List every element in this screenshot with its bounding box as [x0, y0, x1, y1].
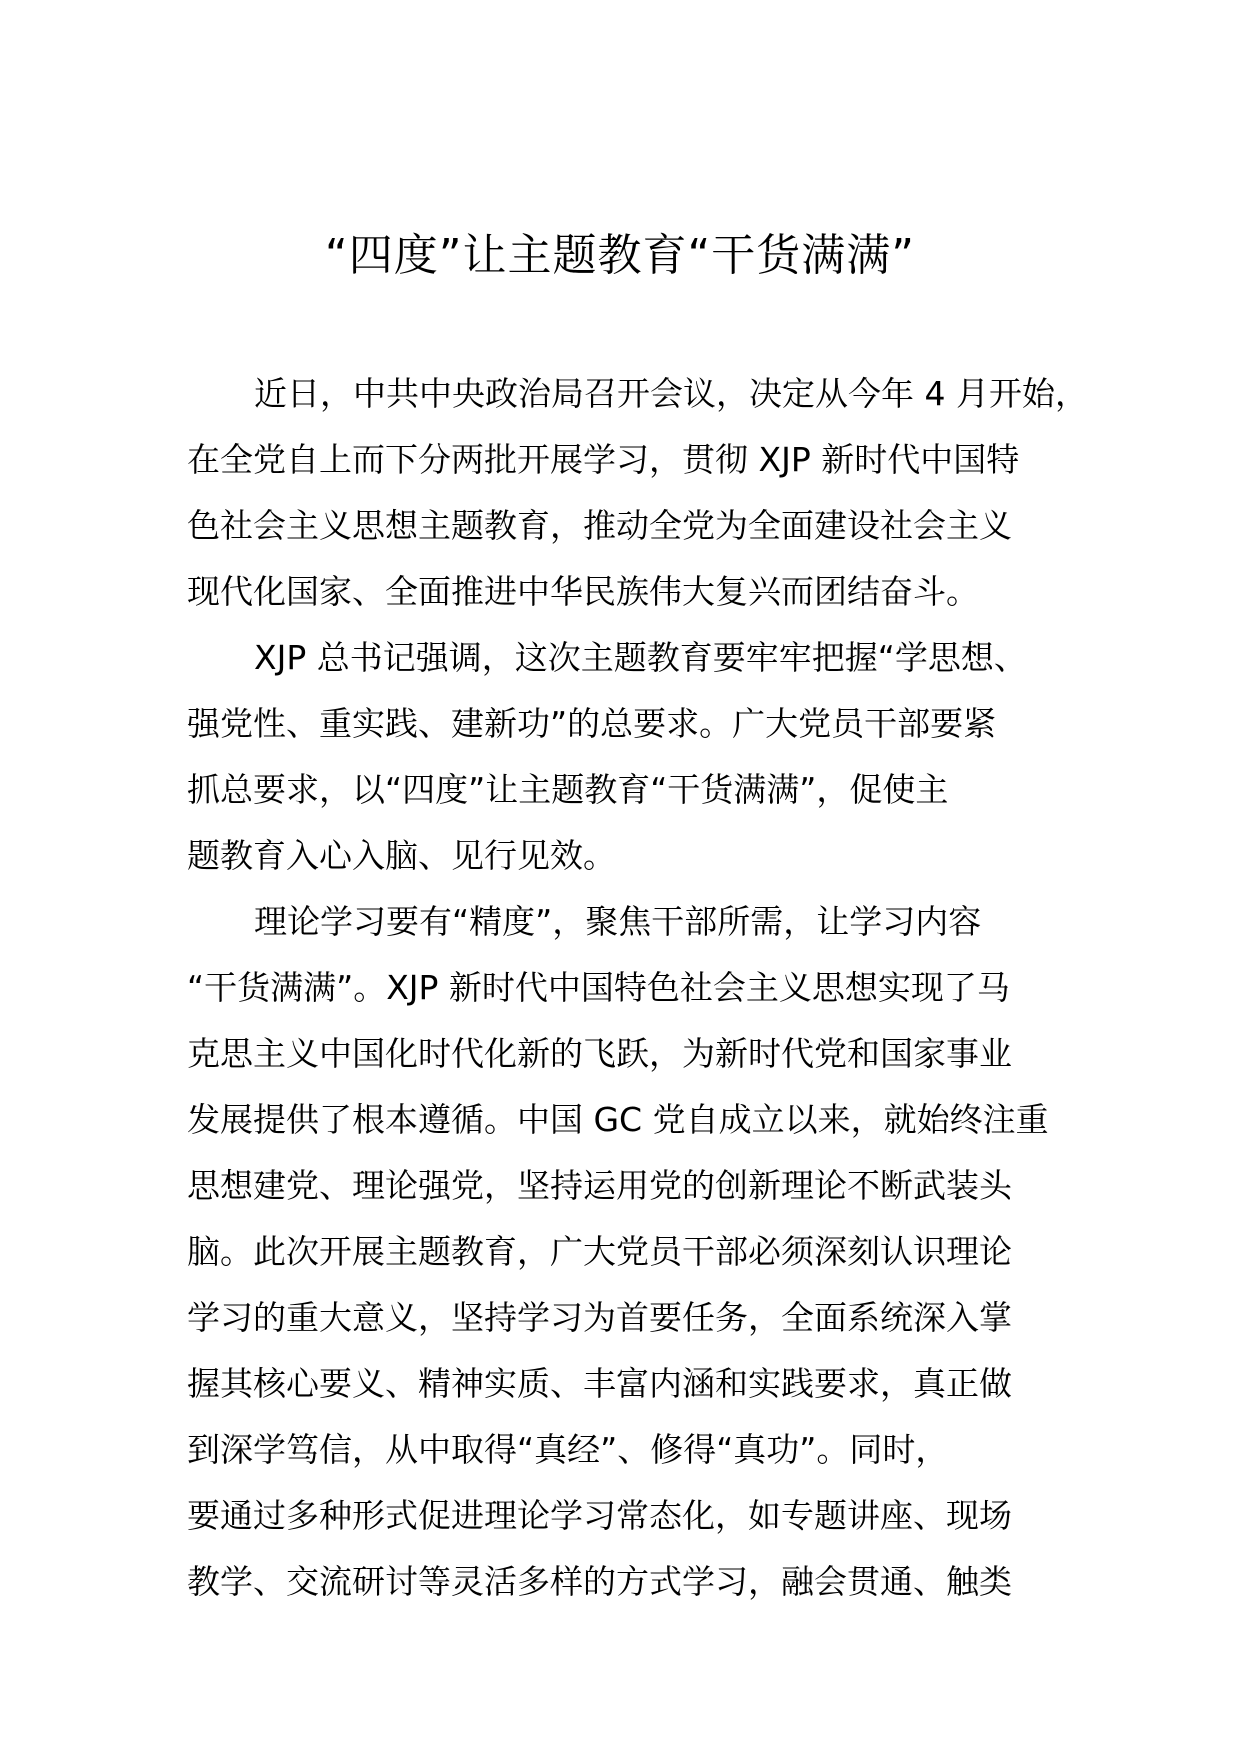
text-line: 强党性、重实践、建新功”的总要求。广大党员干部要紧: [187, 704, 997, 743]
text-line: 近日，中共中央政治局召开会议，决定从今年 4 月开始，: [254, 374, 1088, 413]
text-line: 色社会主义思想主题教育，推动全党为全面建设社会主义: [187, 506, 1012, 545]
document-body: [187, 361, 1088, 1615]
text-line: 在全党自上而下分两批开展学习，贯彻 XJP 新时代中国特: [187, 440, 1020, 479]
text-line: 理论学习要有“精度”，聚焦干部所需，让学习内容: [254, 902, 982, 941]
text-line: 要通过多种形式促进理论学习常态化，如专题讲座、现场: [187, 1496, 1012, 1535]
text-line: 教学、交流研讨等灵活多样的方式学习，融会贯通、触类: [187, 1562, 1012, 1601]
text-line: 思想建党、理论强党，坚持运用党的创新理论不断武装头: [187, 1166, 1012, 1205]
text-line: 到深学笃信，从中取得“真经”、修得“真功”。同时，: [187, 1430, 949, 1469]
text-line: 握其核心要义、精神实质、丰富内涵和实践要求，真正做: [187, 1364, 1012, 1403]
text-line: XJP 总书记强调，这次主题教育要牢牢把握“学思想、: [254, 638, 1027, 677]
text-line: 脑。此次开展主题教育，广大党员干部必须深刻认识理论: [187, 1232, 1012, 1271]
text-line: 现代化国家、全面推进中华民族伟大复兴而团结奋斗。: [187, 572, 979, 611]
text-line: 学习的重大意义，坚持学习为首要任务，全面系统深入掌: [187, 1298, 1012, 1337]
text-line: 题教育入心入脑、见行见效。: [187, 836, 616, 875]
document-title: “四度”让主题教育“干货满满”: [324, 230, 916, 281]
text-line: “干货满满”。XJP 新时代中国特色社会主义思想实现了马: [187, 968, 1010, 1007]
text-line: 克思主义中国化时代化新的飞跃，为新时代党和国家事业: [187, 1034, 1012, 1073]
text-line: 抓总要求，以“四度”让主题教育“干货满满”，促使主: [187, 770, 949, 809]
text-line: 发展提供了根本遵循。中国 GC 党自成立以来，就始终注重: [187, 1100, 1049, 1139]
